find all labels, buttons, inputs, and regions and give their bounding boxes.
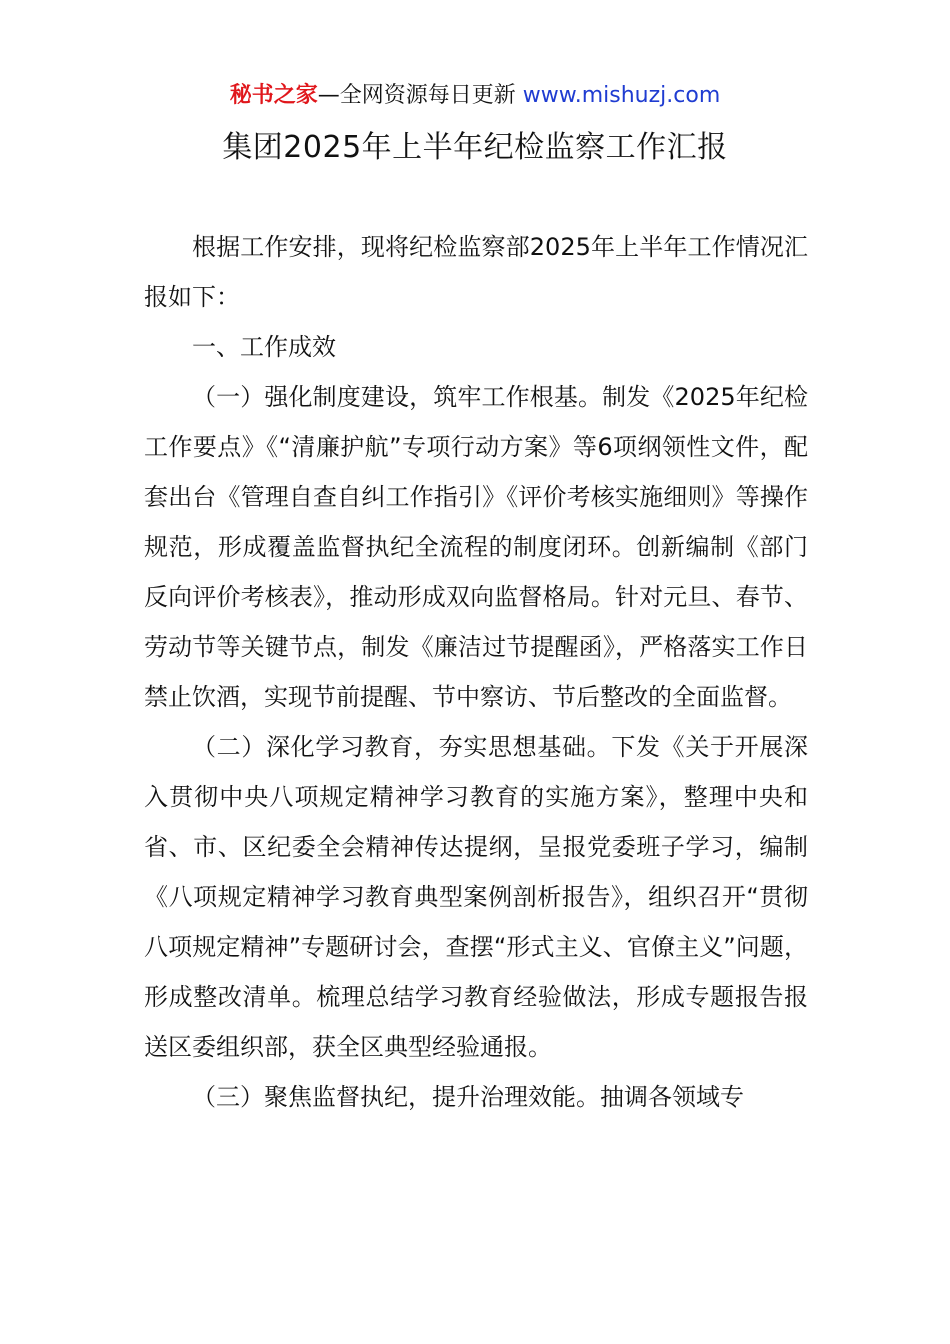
site-tagline: —全网资源每日更新	[317, 83, 523, 108]
paragraph-study-education: （二）深化学习教育，夯实思想基础。下发《关于开展深入贯彻中央八项规定精神学习教育的实施方案》，整理中央和省、市、区纪委全会精神传达提纲，呈报党委班子学习，编制《八项规定精神学习教育典型案例剖析报告》，组织召开“贯彻八项规定精神”专题研讨会，查摆“形式主义、官僚主义”问题，形成整改清单。梳理总结学习教育经验做法，形成专题报告报送区委组织部，获全区典型经验通报。	[144, 733, 808, 1061]
site-name: 秘书之家	[229, 83, 318, 108]
site-url-link[interactable]: www.mishuzj.com	[522, 83, 721, 108]
document-title: 集团2025年上半年纪检监察工作汇报	[222, 130, 728, 165]
paragraph-supervision: （三）聚焦监督执纪，提升治理效能。抽调各领域专	[192, 1083, 744, 1111]
site-header	[0, 80, 950, 112]
document-body	[144, 222, 808, 1122]
paragraph-intro: 根据工作安排，现将纪检监察部2025年上半年工作情况汇报如下：	[144, 233, 808, 311]
paragraph-institution-building: （一）强化制度建设，筑牢工作根基。制发《2025年纪检工作要点》《“清廉护航”专项行动方案》等6项纲领性文件，配套出台《管理自查自纠工作指引》《评价考核实施细则》等操作规范，形成覆盖监督执纪全流程的制度闭环。创新编制《部门反向评价考核表》，推动形成双向监督格局。针对元旦、春节、劳动节等关键节点，制发《廉洁过节提醒函》，严格落实工作日禁止饮酒，实现节前提醒、节中察访、节后整改的全面监督。	[144, 383, 808, 711]
section-heading-results: 一、工作成效	[192, 333, 336, 361]
